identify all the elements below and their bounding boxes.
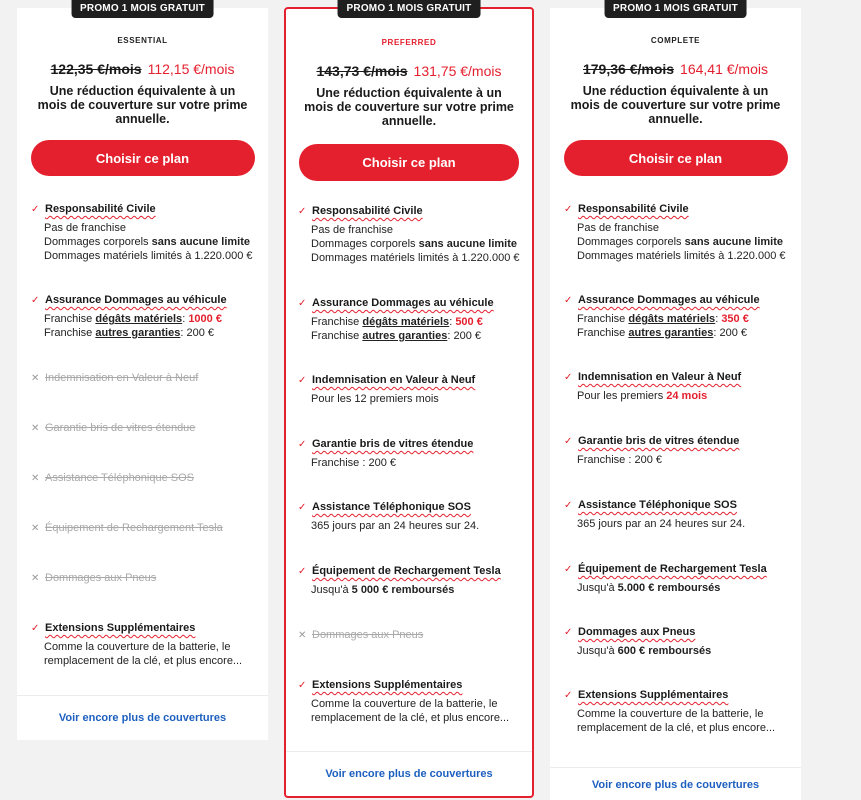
feature-header	[564, 294, 791, 307]
promo-badge: PROMO 1 MOIS GRATUIT	[71, 0, 214, 18]
feature-detail-text: 365 jours par an 24 heures sur 24.	[577, 518, 746, 530]
feature-detail-text: Dommages corporels	[577, 236, 685, 248]
check-icon: ✓	[564, 500, 573, 511]
feature-details	[44, 640, 258, 668]
feature-detail-text: Franchise : 200 €	[577, 454, 662, 466]
feature-detail-line	[311, 583, 522, 597]
feature-title[interactable]: Dommages aux Pneus	[578, 626, 696, 638]
feature-detail-text: :	[449, 316, 456, 328]
discount-description: Une réduction équivalente à un mois de couverture sur votre prime annuelle.	[304, 86, 514, 128]
feature-title[interactable]: Assurance Dommages au véhicule	[578, 294, 760, 306]
feature-details	[577, 221, 791, 263]
feature-detail-line	[44, 312, 258, 326]
check-icon: ✓	[564, 690, 573, 701]
feature-item	[564, 563, 791, 595]
feature-detail-text: Franchise	[44, 327, 96, 339]
feature-detail-text: sans aucune limite	[151, 236, 251, 248]
feature-detail-line	[311, 237, 522, 251]
feature-detail-text: Comme la couverture de la batterie, le remplacement de la clé, et plus encore...	[577, 708, 776, 734]
feature-detail-text: : 200 €	[713, 327, 747, 339]
feature-detail-text: Dommages matériels limités à 1.220.000 €	[577, 250, 786, 262]
plan-card-essential	[17, 3, 268, 740]
feature-details	[577, 707, 791, 735]
feature-detail-line	[577, 249, 791, 263]
old-price: 143,73 €/mois	[316, 63, 408, 79]
feature-detail-line	[577, 453, 791, 467]
feature-details	[577, 312, 791, 340]
feature-header	[298, 374, 522, 387]
feature-header	[298, 501, 522, 514]
feature-title[interactable]: Assurance Dommages au véhicule	[45, 294, 227, 306]
feature-title[interactable]: Assistance Téléphonique SOS	[578, 499, 737, 511]
feature-header	[31, 572, 258, 585]
feature-details	[311, 392, 522, 406]
feature-header	[564, 563, 791, 576]
feature-detail-text: sans aucune limite	[684, 236, 784, 248]
feature-detail-line	[44, 235, 258, 249]
feature-detail-text: 350 €	[721, 313, 749, 325]
feature-item	[564, 294, 791, 340]
feature-detail-text: Dommages matériels limités à 1.220.000 €	[44, 250, 253, 262]
feature-detail-text: Comme la couverture de la batterie, le remplacement de la clé, et plus encore...	[311, 698, 510, 724]
feature-detail-text: dégâts matériels	[628, 313, 716, 325]
feature-title[interactable]: Garantie bris de vitres étendue	[578, 435, 740, 447]
feature-item	[31, 422, 258, 435]
cross-icon: ✕	[31, 473, 40, 484]
feature-item	[298, 501, 522, 533]
feature-item	[564, 203, 791, 263]
feature-title[interactable]: Indemnisation en Valeur à Neuf	[312, 374, 476, 386]
check-icon: ✓	[31, 204, 40, 215]
check-icon: ✓	[298, 206, 307, 217]
check-icon: ✓	[298, 375, 307, 386]
feature-item	[298, 297, 522, 343]
cross-icon: ✕	[31, 523, 40, 534]
feature-detail-text: 365 jours par an 24 heures sur 24.	[311, 520, 480, 532]
check-icon: ✓	[31, 623, 40, 634]
feature-detail-text: 5.000 € remboursés	[617, 582, 721, 594]
feature-header	[31, 622, 258, 635]
feature-detail-line	[44, 326, 258, 340]
feature-detail-text: Dommages corporels	[311, 238, 419, 250]
promo-badge: PROMO 1 MOIS GRATUIT	[338, 0, 481, 18]
feature-detail-line	[577, 326, 791, 340]
feature-details	[311, 223, 522, 265]
check-icon: ✓	[564, 295, 573, 306]
feature-header	[564, 203, 791, 216]
feature-detail-line	[311, 456, 522, 470]
check-icon: ✓	[298, 439, 307, 450]
feature-title[interactable]: Responsabilité Civile	[578, 203, 689, 215]
feature-header	[564, 689, 791, 702]
price-row	[550, 61, 801, 77]
feature-header	[564, 499, 791, 512]
feature-detail-line	[577, 221, 791, 235]
feature-item	[31, 622, 258, 668]
feature-item	[31, 472, 258, 485]
feature-detail-text: :	[715, 313, 722, 325]
feature-title[interactable]: Dommages aux Pneus	[312, 629, 424, 641]
feature-details	[577, 517, 791, 531]
new-price: 112,15 €/mois	[147, 61, 235, 77]
feature-item	[31, 203, 258, 263]
feature-details	[44, 312, 258, 340]
card-footer	[17, 695, 268, 740]
feature-detail-text: dégâts matériels	[362, 316, 450, 328]
feature-header	[298, 679, 522, 692]
feature-detail-text: :	[182, 313, 189, 325]
feature-detail-line	[311, 329, 522, 343]
feature-detail-text: 5 000 € remboursés	[351, 584, 455, 596]
discount-description: Une réduction équivalente à un mois de couverture sur votre prime annuelle.	[37, 84, 248, 126]
feature-item	[298, 679, 522, 725]
feature-title[interactable]: Assistance Téléphonique SOS	[45, 472, 194, 484]
choose-plan-button[interactable]: Choisir ce plan	[31, 140, 255, 176]
feature-title[interactable]: Garantie bris de vitres étendue	[312, 438, 474, 450]
feature-detail-text: Franchise	[577, 327, 629, 339]
feature-title[interactable]: Équipement de Rechargement Tesla	[578, 563, 767, 575]
feature-detail-text: Dommages corporels	[44, 236, 152, 248]
feature-detail-line	[577, 517, 791, 531]
cross-icon: ✕	[31, 423, 40, 434]
feature-detail-line	[311, 251, 522, 265]
feature-details	[577, 453, 791, 467]
check-icon: ✓	[298, 566, 307, 577]
feature-title[interactable]: Extensions Supplémentaires	[312, 679, 463, 691]
feature-item	[564, 435, 791, 467]
price-row	[286, 63, 532, 79]
feature-detail-line	[44, 640, 258, 668]
feature-detail-text: Pour les 12 premiers mois	[311, 393, 439, 405]
feature-header	[298, 438, 522, 451]
feature-detail-text: Pour les premiers	[577, 390, 667, 402]
feature-details	[311, 315, 522, 343]
feature-title[interactable]: Dommages aux Pneus	[45, 572, 157, 584]
feature-detail-text: autres garanties	[362, 330, 448, 342]
see-more-coverage-link[interactable]: Voir encore plus de couvertures	[325, 768, 493, 780]
feature-detail-line	[577, 235, 791, 249]
feature-details	[44, 221, 258, 263]
feature-detail-line	[577, 644, 791, 658]
feature-detail-text: Franchise	[311, 330, 363, 342]
feature-details	[577, 389, 791, 403]
card-footer	[550, 767, 801, 800]
feature-detail-text: : 200 €	[447, 330, 481, 342]
feature-title[interactable]: Assurance Dommages au véhicule	[312, 297, 494, 309]
feature-item	[298, 438, 522, 470]
plan-tier-label: PREFERRED	[381, 38, 437, 47]
feature-title[interactable]: Extensions Supplémentaires	[45, 622, 196, 634]
check-icon: ✓	[564, 204, 573, 215]
feature-item	[298, 374, 522, 406]
feature-detail-line	[577, 389, 791, 403]
feature-header	[298, 297, 522, 310]
feature-detail-line	[311, 697, 522, 725]
choose-plan-button[interactable]: Choisir ce plan	[299, 144, 519, 181]
feature-item	[298, 205, 522, 265]
feature-detail-text: Franchise	[311, 316, 363, 328]
feature-detail-line	[577, 707, 791, 735]
feature-detail-text: Jusqu'à	[577, 645, 618, 657]
check-icon: ✓	[564, 564, 573, 575]
feature-detail-text: 24 mois	[666, 390, 708, 402]
feature-title[interactable]: Assistance Téléphonique SOS	[312, 501, 471, 513]
check-icon: ✓	[298, 298, 307, 309]
feature-details	[577, 644, 791, 658]
feature-header	[31, 203, 258, 216]
promo-badge: PROMO 1 MOIS GRATUIT	[604, 0, 747, 18]
feature-header	[31, 472, 258, 485]
card-footer	[286, 751, 532, 796]
cross-icon: ✕	[298, 630, 307, 641]
feature-detail-text: Franchise	[44, 313, 96, 325]
plan-tier-label: ESSENTIAL	[117, 36, 168, 45]
feature-header	[31, 522, 258, 535]
feature-detail-line	[311, 392, 522, 406]
feature-detail-line	[44, 249, 258, 263]
feature-header	[564, 435, 791, 448]
feature-detail-text: autres garanties	[95, 327, 181, 339]
feature-detail-line	[311, 315, 522, 329]
feature-detail-line	[577, 312, 791, 326]
feature-detail-text: Pas de franchise	[577, 222, 659, 234]
feature-details	[311, 583, 522, 597]
feature-detail-text: Jusqu'à	[577, 582, 618, 594]
feature-detail-text: 1000 €	[188, 313, 222, 325]
feature-detail-text: : 200 €	[180, 327, 214, 339]
feature-item	[298, 629, 522, 642]
feature-item	[564, 499, 791, 531]
check-icon: ✓	[298, 680, 307, 691]
feature-details	[311, 697, 522, 725]
feature-detail-text: autres garanties	[628, 327, 714, 339]
plan-card-preferred	[284, 3, 534, 798]
feature-title[interactable]: Responsabilité Civile	[312, 205, 423, 217]
feature-detail-text: dégâts matériels	[95, 313, 183, 325]
feature-detail-line	[311, 519, 522, 533]
old-price: 179,36 €/mois	[582, 61, 675, 77]
feature-detail-text: Comme la couverture de la batterie, le remplacement de la clé, et plus encore...	[44, 641, 243, 667]
feature-detail-text: 600 € remboursés	[617, 645, 712, 657]
discount-description: Une réduction équivalente à un mois de couverture sur votre prime annuelle.	[570, 84, 781, 126]
new-price: 131,75 €/mois	[413, 63, 502, 79]
feature-header	[564, 626, 791, 639]
feature-detail-line	[577, 581, 791, 595]
cross-icon: ✕	[31, 573, 40, 584]
feature-detail-text: Dommages matériels limités à 1.220.000 €	[311, 252, 520, 264]
old-price: 122,35 €/mois	[50, 61, 142, 77]
choose-plan-button[interactable]: Choisir ce plan	[564, 140, 788, 176]
feature-header	[298, 205, 522, 218]
see-more-coverage-link[interactable]: Voir encore plus de couvertures	[591, 779, 760, 791]
feature-item	[564, 689, 791, 735]
feature-header	[298, 565, 522, 578]
feature-header	[564, 371, 791, 384]
feature-details	[311, 519, 522, 533]
feature-detail-line	[311, 223, 522, 237]
feature-header	[298, 629, 522, 642]
feature-item	[31, 294, 258, 340]
feature-title[interactable]: Responsabilité Civile	[45, 203, 156, 215]
feature-header	[31, 294, 258, 307]
feature-item	[31, 522, 258, 535]
check-icon: ✓	[564, 436, 573, 447]
feature-title[interactable]: Équipement de Rechargement Tesla	[312, 565, 501, 577]
feature-title[interactable]: Extensions Supplémentaires	[578, 689, 729, 701]
check-icon: ✓	[31, 295, 40, 306]
feature-detail-text: Pas de franchise	[311, 224, 393, 236]
check-icon: ✓	[564, 372, 573, 383]
plan-card-complete	[550, 3, 801, 800]
feature-detail-text: Franchise	[577, 313, 629, 325]
new-price: 164,41 €/mois	[680, 61, 768, 77]
check-icon: ✓	[564, 627, 573, 638]
feature-item	[31, 572, 258, 585]
feature-item	[564, 371, 791, 403]
feature-detail-line	[44, 221, 258, 235]
feature-title[interactable]: Garantie bris de vitres étendue	[45, 422, 196, 434]
feature-detail-text: Pas de franchise	[44, 222, 126, 234]
feature-title[interactable]: Indemnisation en Valeur à Neuf	[45, 372, 199, 384]
feature-item	[298, 565, 522, 597]
feature-detail-text: Franchise : 200 €	[311, 457, 396, 469]
plan-tier-label: COMPLETE	[650, 36, 701, 45]
feature-detail-text: sans aucune limite	[418, 238, 518, 250]
check-icon: ✓	[298, 502, 307, 513]
feature-item	[564, 626, 791, 658]
cross-icon: ✕	[31, 373, 40, 384]
feature-title[interactable]: Équipement de Rechargement Tesla	[45, 522, 223, 534]
feature-detail-text: 500 €	[455, 316, 483, 328]
feature-details	[311, 456, 522, 470]
price-row	[17, 61, 268, 77]
feature-item	[31, 372, 258, 385]
feature-header	[31, 422, 258, 435]
see-more-coverage-link[interactable]: Voir encore plus de couvertures	[58, 712, 227, 724]
feature-details	[577, 581, 791, 595]
feature-header	[31, 372, 258, 385]
feature-title[interactable]: Indemnisation en Valeur à Neuf	[578, 371, 742, 383]
feature-detail-text: Jusqu'à	[311, 584, 352, 596]
